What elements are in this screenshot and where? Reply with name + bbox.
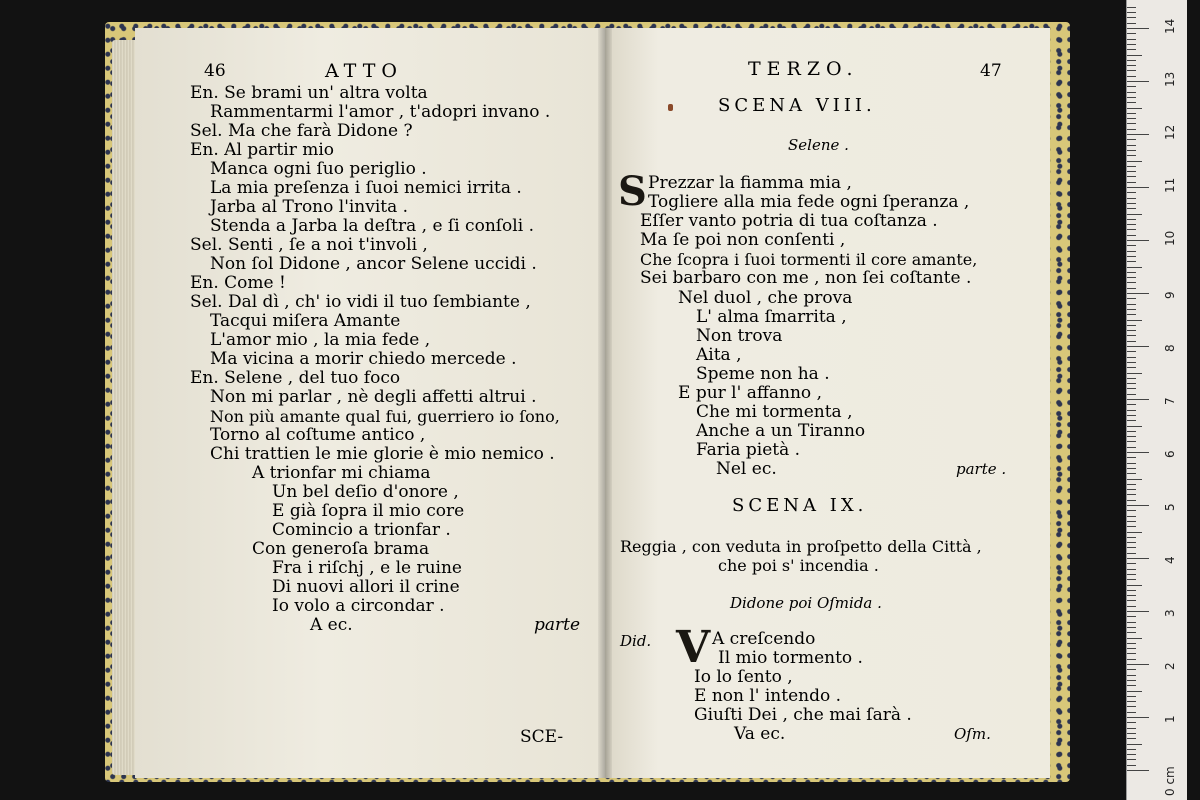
- ruler-tick: [1127, 55, 1142, 56]
- ruler-tick: [1127, 622, 1136, 623]
- ruler-tick: [1127, 267, 1142, 268]
- ruler-tick: [1127, 590, 1136, 591]
- ruler-tick: [1127, 203, 1136, 204]
- ruler-tick: [1127, 33, 1136, 34]
- text-line: Prezzar la fiamma mia ,: [648, 173, 852, 193]
- text-line: Stenda a Jarba la deſtra , e ſi conſoli .: [210, 216, 534, 236]
- ruler-number: 12: [1163, 124, 1177, 140]
- ruler-tick: [1127, 139, 1136, 140]
- text-line: Ma vicina a morir chiedo mercede .: [210, 349, 517, 369]
- ruler-tick: [1127, 161, 1142, 162]
- ruler-tick: [1127, 7, 1136, 8]
- ruler-number: 10: [1163, 230, 1177, 246]
- ruler-number: 14: [1163, 18, 1177, 34]
- ruler-unit-label: 0 cm: [1163, 766, 1177, 796]
- ruler-tick: [1127, 638, 1142, 639]
- text-line: Fra i riſchj , e le ruine: [272, 558, 462, 578]
- ruler-tick: [1127, 765, 1136, 766]
- ruler-tick: [1127, 123, 1136, 124]
- ruler-tick: [1127, 373, 1142, 374]
- ruler-tick: [1127, 616, 1136, 617]
- drop-cap: S: [618, 168, 647, 215]
- ruler-tick: [1127, 187, 1149, 188]
- ruler-tick: [1127, 23, 1136, 24]
- ruler-tick: [1127, 304, 1136, 305]
- text-line: Con generoſa brama: [252, 539, 430, 559]
- ruler-tick: [1127, 611, 1149, 612]
- ruler-tick: [1127, 675, 1136, 676]
- text-line: Chi trattien le mie glorie è mio nemico .: [210, 444, 555, 464]
- ruler-tick: [1127, 155, 1136, 156]
- ruler-tick: [1127, 653, 1136, 654]
- text-line: Di nuovi allori il crine: [272, 577, 460, 597]
- measurement-ruler: [1126, 0, 1187, 800]
- ruler-tick: [1127, 696, 1136, 697]
- ruler-tick: [1127, 659, 1136, 660]
- ruler-tick: [1127, 388, 1136, 389]
- ruler-tick: [1127, 28, 1149, 29]
- ruler-tick: [1127, 579, 1136, 580]
- text-line: Non più amante qual fui, guerriero io ſono,: [210, 407, 560, 426]
- ruler-tick: [1127, 208, 1136, 209]
- ruler-tick: [1127, 113, 1136, 114]
- text-line: A creſcendo: [712, 629, 816, 649]
- ruler-tick: [1127, 229, 1136, 230]
- ruler-tick: [1127, 272, 1136, 273]
- scene-character: Didone poi Oſmida .: [730, 594, 882, 612]
- right-running-header: TERZO.: [748, 58, 859, 80]
- ruler-number: 5: [1163, 503, 1177, 511]
- ruler-tick: [1127, 606, 1136, 607]
- ruler-tick: [1127, 330, 1136, 331]
- text-line: Ma ſe poi non conſenti ,: [640, 230, 846, 250]
- ruler-tick: [1127, 108, 1142, 109]
- text-line: E pur l' affanno ,: [678, 383, 822, 403]
- text-line: Non trova: [696, 326, 783, 346]
- ruler-number: 4: [1163, 556, 1177, 564]
- ruler-tick: [1127, 685, 1136, 686]
- right-page-number: 47: [980, 61, 1002, 81]
- ruler-tick: [1127, 426, 1142, 427]
- ruler-tick: [1127, 595, 1136, 596]
- ruler-tick: [1127, 240, 1149, 241]
- text-line: Non ſol Didone , ancor Selene uccidi .: [210, 254, 537, 274]
- ruler-tick: [1127, 335, 1136, 336]
- ruler-tick: [1127, 484, 1136, 485]
- text-line: Nel ec.: [716, 459, 777, 479]
- book-gutter: [598, 28, 612, 778]
- ruler-tick: [1127, 749, 1136, 750]
- text-line: Va ec.: [734, 724, 786, 744]
- ruler-number: 8: [1163, 344, 1177, 352]
- text-line: Sei barbaro con me , non ſei coſtante .: [640, 268, 972, 288]
- text-line: Io volo a circondar .: [272, 596, 445, 616]
- ruler-number: 11: [1163, 177, 1177, 193]
- ruler-tick: [1127, 102, 1136, 103]
- text-line: Nel duol , che prova: [678, 288, 853, 308]
- ruler-tick: [1127, 420, 1136, 421]
- ruler-tick: [1127, 92, 1136, 93]
- ruler-tick: [1127, 44, 1136, 45]
- text-line: Sel. Dal dì , ch' io vidi il tuo ſembiante ,: [190, 292, 531, 312]
- ruler-tick: [1127, 547, 1136, 548]
- ruler-tick: [1127, 441, 1136, 442]
- text-line: A ec.: [310, 615, 353, 635]
- text-line: En. Selene , del tuo foco: [190, 368, 401, 388]
- ruler-tick: [1127, 526, 1136, 527]
- ruler-tick: [1127, 717, 1149, 718]
- ruler-tick: [1127, 49, 1136, 50]
- ruler-tick: [1127, 60, 1136, 61]
- ruler-tick: [1127, 394, 1136, 395]
- ruler-tick: [1127, 81, 1149, 82]
- text-line: Speme non ha .: [696, 364, 830, 384]
- ruler-tick: [1127, 410, 1136, 411]
- ruler-tick: [1127, 494, 1136, 495]
- ruler-tick: [1127, 632, 1136, 633]
- ruler-tick: [1127, 680, 1136, 681]
- text-line: Giuſti Dei , che mai ſarà .: [694, 705, 912, 725]
- ruler-tick: [1127, 341, 1136, 342]
- ruler-tick: [1127, 600, 1136, 601]
- ruler-tick: [1127, 288, 1136, 289]
- left-running-header: ATTO: [325, 60, 403, 82]
- text-line: Jarba al Trono l'invita .: [210, 197, 409, 217]
- text-line: Il mio tormento .: [718, 648, 863, 668]
- text-line: L' alma ſmarrita ,: [696, 307, 847, 327]
- ruler-tick: [1127, 738, 1136, 739]
- text-line: Che mi tormenta ,: [696, 402, 853, 422]
- ruler-tick: [1127, 648, 1136, 649]
- ruler-tick: [1127, 563, 1136, 564]
- stage-direction: parte .: [956, 460, 1007, 478]
- ruler-tick: [1127, 585, 1142, 586]
- ruler-tick: [1127, 298, 1136, 299]
- text-line: Che ſcopra i ſuoi tormenti il core amante,: [640, 250, 978, 269]
- ruler-number: 13: [1163, 71, 1177, 87]
- text-line: Torno al coſtume antico ,: [210, 425, 426, 445]
- ruler-tick: [1127, 219, 1136, 220]
- ruler-tick: [1127, 542, 1136, 543]
- ruler-tick: [1127, 463, 1136, 464]
- text-line: En. Al partir mio: [190, 140, 335, 160]
- ruler-tick: [1127, 706, 1136, 707]
- ruler-number: 6: [1163, 450, 1177, 458]
- ruler-tick: [1127, 452, 1149, 453]
- ruler-tick: [1127, 431, 1136, 432]
- ruler-tick: [1127, 277, 1136, 278]
- ruler-tick: [1127, 569, 1136, 570]
- ruler-tick: [1127, 728, 1136, 729]
- ruler-tick: [1127, 510, 1136, 511]
- ruler-tick: [1127, 770, 1149, 771]
- ruler-tick: [1127, 415, 1136, 416]
- ruler-tick: [1127, 722, 1136, 723]
- ruler-tick: [1127, 627, 1136, 628]
- ruler-tick: [1127, 574, 1136, 575]
- catchword: Oſm.: [954, 725, 991, 743]
- text-line: Comincio a trionfar .: [272, 520, 451, 540]
- text-line: La mia preſenza i ſuoi nemici irrita .: [210, 178, 522, 198]
- ruler-tick: [1127, 759, 1136, 760]
- ruler-tick: [1127, 691, 1142, 692]
- ruler-tick: [1127, 76, 1136, 77]
- ruler-tick: [1127, 325, 1136, 326]
- ruler-tick: [1127, 383, 1136, 384]
- ruler-tick: [1127, 293, 1149, 294]
- ruler-tick: [1127, 643, 1136, 644]
- ruler-tick: [1127, 479, 1142, 480]
- text-line: Aita ,: [696, 345, 742, 365]
- ruler-tick: [1127, 235, 1136, 236]
- ruler-tick: [1127, 532, 1142, 533]
- ruler-tick: [1127, 282, 1136, 283]
- ruler-tick: [1127, 378, 1136, 379]
- ruler-tick: [1127, 214, 1142, 215]
- ruler-tick: [1127, 744, 1142, 745]
- ruler-number: 3: [1163, 609, 1177, 617]
- text-line: Manca ogni ſuo periglio .: [210, 159, 427, 179]
- ruler-tick: [1127, 320, 1142, 321]
- ruler-tick: [1127, 500, 1136, 501]
- scene-heading: SCENA VIII.: [718, 95, 876, 116]
- text-line: Rammentarmi l'amor , t'adopri invano .: [210, 102, 551, 122]
- stage-direction: parte: [534, 615, 581, 635]
- text-line: Sel. Ma che farà Didone ?: [190, 121, 413, 141]
- ruler-tick: [1127, 65, 1136, 66]
- text-line: E già ſopra il mio core: [272, 501, 465, 521]
- ruler-tick: [1127, 198, 1136, 199]
- ruler-tick: [1127, 669, 1136, 670]
- ruler-tick: [1127, 118, 1136, 119]
- ruler-tick: [1127, 436, 1136, 437]
- text-line: Eſſer vanto potria di tua coſtanza .: [640, 211, 938, 231]
- ruler-tick: [1127, 468, 1136, 469]
- ruler-tick: [1127, 17, 1136, 18]
- ruler-tick: [1127, 447, 1136, 448]
- ruler-tick: [1127, 362, 1136, 363]
- text-line: En. Se brami un' altra volta: [190, 83, 428, 103]
- scene-setting: che poi s' incendia .: [718, 556, 879, 575]
- text-line: Tacqui miſera Amante: [210, 311, 401, 331]
- ruler-tick: [1127, 192, 1136, 193]
- ruler-tick: [1127, 251, 1136, 252]
- ruler-tick: [1127, 537, 1136, 538]
- drop-cap: V: [676, 622, 711, 673]
- ruler-tick: [1127, 733, 1136, 734]
- ruler-tick: [1127, 166, 1136, 167]
- ruler-tick: [1127, 367, 1136, 368]
- ruler-tick: [1127, 129, 1136, 130]
- text-line: E non l' intendo .: [694, 686, 842, 706]
- ruler-tick: [1127, 701, 1136, 702]
- scene-setting: Reggia , con veduta in proſpetto della Città ,: [620, 537, 982, 556]
- ruler-tick: [1127, 314, 1136, 315]
- ruler-number: 7: [1163, 397, 1177, 405]
- ruler-tick: [1127, 97, 1136, 98]
- scene-heading: SCENA IX.: [732, 495, 868, 516]
- ruler-tick: [1127, 351, 1136, 352]
- ruler-tick: [1127, 134, 1149, 135]
- ruler-tick: [1127, 399, 1149, 400]
- ruler-tick: [1127, 176, 1136, 177]
- ruler-tick: [1127, 505, 1149, 506]
- ruler-tick: [1127, 521, 1136, 522]
- ruler-tick: [1127, 346, 1149, 347]
- ruler-tick: [1127, 70, 1136, 71]
- ruler-tick: [1127, 256, 1136, 257]
- ruler-number: 2: [1163, 662, 1177, 670]
- text-line: L'amor mio , la mia fede ,: [210, 330, 431, 350]
- ruler-tick: [1127, 224, 1136, 225]
- text-line: Anche a un Tiranno: [696, 421, 866, 441]
- ruler-tick: [1127, 473, 1136, 474]
- ruler-tick: [1127, 553, 1136, 554]
- ruler-tick: [1127, 404, 1136, 405]
- ruler-tick: [1127, 754, 1136, 755]
- ruler-number: 9: [1163, 291, 1177, 299]
- ruler-tick: [1127, 712, 1136, 713]
- text-line: Un bel deſio d'onore ,: [272, 482, 459, 502]
- text-line: Faria pietà .: [696, 440, 801, 460]
- ruler-tick: [1127, 489, 1136, 490]
- catchword: SCE-: [520, 727, 564, 747]
- text-line: Togliere alla mia fede ogni ſperanza ,: [648, 192, 970, 212]
- ruler-number: 1: [1163, 715, 1177, 723]
- text-line: Sel. Senti , ſe a noi t'involi ,: [190, 235, 428, 255]
- ruler-tick: [1127, 145, 1136, 146]
- ink-spot: [668, 104, 673, 111]
- ruler-tick: [1127, 309, 1136, 310]
- ruler-tick: [1127, 182, 1136, 183]
- text-line: Non mi parlar , nè degli affetti altrui .: [210, 387, 537, 407]
- ruler-tick: [1127, 261, 1136, 262]
- scene-character: Selene .: [788, 136, 849, 154]
- ruler-tick: [1127, 457, 1136, 458]
- ruler-tick: [1127, 558, 1149, 559]
- ruler-tick: [1127, 39, 1136, 40]
- ruler-tick: [1127, 12, 1136, 13]
- speaker-label: Did.: [620, 632, 652, 650]
- text-line: En. Come !: [190, 273, 286, 293]
- ruler-tick: [1127, 86, 1136, 87]
- ruler-tick: [1127, 664, 1149, 665]
- ruler-tick: [1127, 150, 1136, 151]
- left-page-number: 46: [204, 61, 226, 81]
- text-line: A trionfar mi chiama: [252, 463, 431, 483]
- ruler-tick: [1127, 245, 1136, 246]
- ruler-tick: [1127, 171, 1136, 172]
- ruler-tick: [1127, 357, 1136, 358]
- ruler-tick: [1127, 516, 1136, 517]
- text-line: Io lo ſento ,: [694, 667, 793, 687]
